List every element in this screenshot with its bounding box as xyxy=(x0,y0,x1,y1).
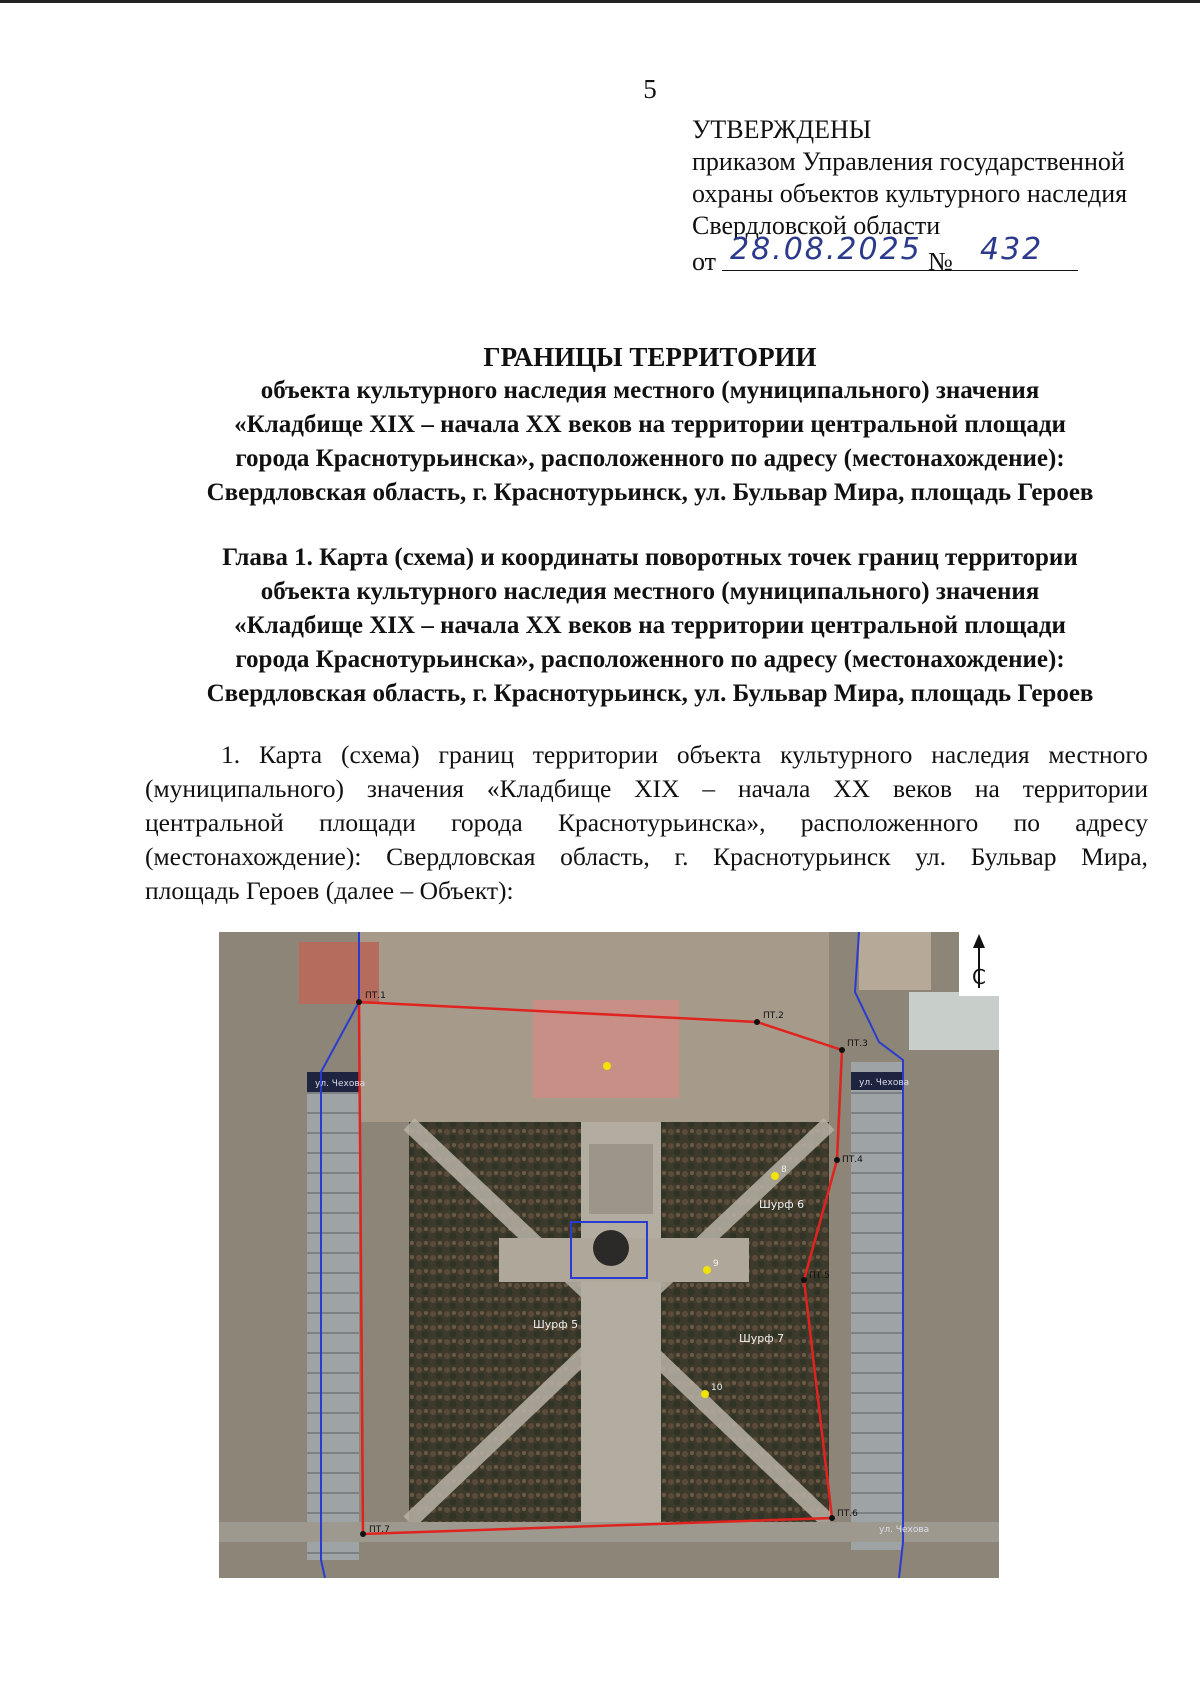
pit-label: Шурф 5 xyxy=(533,1318,579,1331)
paragraph-line-2 xyxy=(145,772,1148,806)
paragraph-word: на xyxy=(974,774,1000,803)
paragraph-word: Бульвар xyxy=(970,842,1057,871)
street-label: ул. Чехова xyxy=(879,1525,930,1535)
chapter-line-2: объекта культурного наследия местного (муниципального) значения xyxy=(260,578,1040,605)
approval-line-2: приказом Управления государственной xyxy=(692,147,1125,176)
paragraph-word: расположенного xyxy=(800,808,979,837)
paragraph-word: начала xyxy=(737,774,811,803)
paragraph-word: (местонахождение): xyxy=(145,842,362,871)
date-handwritten: 28.08.2025 xyxy=(730,232,922,267)
title-line-4: города Краснотурьинска», расположенного по адресу (местонахождение): xyxy=(235,445,1065,472)
left-long-building xyxy=(307,1072,359,1560)
title-line-5: Свердловская область, г. Краснотурьинск, ул. Бульвар Мира, площадь Героев xyxy=(206,479,1094,506)
point-label: ПТ.6 xyxy=(837,1509,858,1519)
from-label: от xyxy=(692,247,717,276)
document-title xyxy=(150,340,1150,510)
paragraph-word: Краснотурьинск xyxy=(713,842,891,871)
monument xyxy=(593,1230,629,1266)
paragraph-word: Карта xyxy=(258,740,323,769)
point-label: ПТ.5 xyxy=(809,1271,830,1281)
number-handwritten: 432 xyxy=(980,232,1044,267)
point-label: ПТ.1 xyxy=(365,991,386,1001)
paragraph-word: территории xyxy=(532,740,658,769)
street-label: ул. Чехова xyxy=(315,1079,366,1089)
paragraph-word: веков xyxy=(892,774,953,803)
chapter-line-4: города Краснотурьинска», расположенного по адресу (местонахождение): xyxy=(235,646,1065,673)
paragraph-word: ул. xyxy=(915,842,946,871)
paragraph-word: объекта xyxy=(676,740,762,769)
paragraph-word: г. xyxy=(674,842,689,871)
paragraph-word: – xyxy=(702,774,716,803)
approval-date-number-row xyxy=(692,232,1172,278)
paragraph-word: по xyxy=(1013,808,1040,837)
page-top-border xyxy=(0,0,1200,3)
paragraph-word: (схема) xyxy=(340,740,420,769)
paragraph-word: «Кладбище xyxy=(486,774,612,803)
approval-block xyxy=(692,114,1172,278)
title-line-1: ГРАНИЦЫ ТЕРРИТОРИИ xyxy=(483,342,817,372)
title-line-2: объекта культурного наследия местного (муниципального) значения xyxy=(260,377,1040,404)
pit-label: Шурф 7 xyxy=(739,1332,785,1345)
paragraph-word: Мира, xyxy=(1081,842,1148,871)
body-paragraph xyxy=(145,738,1148,908)
paragraph-word: (муниципального) xyxy=(145,774,344,803)
paragraph-word: 1. xyxy=(221,740,241,769)
paragraph-word: адресу xyxy=(1075,808,1148,837)
approval-line-1: УТВЕРЖДЕНЫ xyxy=(692,115,872,144)
paragraph-word: города xyxy=(451,808,523,837)
point-label: ПТ.4 xyxy=(842,1155,863,1165)
number-label: № xyxy=(928,247,953,276)
paragraph-word: территории xyxy=(1022,774,1148,803)
chapter-line-3: «Кладбище XIX – начала XX веков на территории центральной площади xyxy=(234,612,1066,639)
paragraph-word: значения xyxy=(366,774,465,803)
top-right-building xyxy=(859,932,931,990)
paragraph-word: культурного xyxy=(780,740,913,769)
title-line-3: «Кладбище XIX – начала XX веков на территории центральной площади xyxy=(234,411,1066,438)
paragraph-word: XIX xyxy=(634,774,680,803)
pit-label: Шурф 6 xyxy=(759,1198,805,1211)
paragraph-line-3 xyxy=(145,806,1148,840)
right-building-light xyxy=(909,992,999,1050)
point-label: ПТ.2 xyxy=(763,1011,784,1021)
paragraph-line-4 xyxy=(145,840,1148,874)
boundary-map xyxy=(219,932,999,1578)
chapter-line-1: Глава 1. Карта (схема) и координаты поворотных точек границ территории xyxy=(222,544,1078,571)
central-lawn xyxy=(589,1144,653,1214)
chapter-line-5: Свердловская область, г. Краснотурьинск, ул. Бульвар Мира, площадь Героев xyxy=(206,680,1094,707)
marker-label: 9 xyxy=(713,1259,719,1269)
paragraph-word: местного xyxy=(1048,740,1148,769)
approval-line-3: охраны объектов культурного наследия xyxy=(692,179,1128,208)
paragraph-word: границ xyxy=(438,740,514,769)
north-label: С xyxy=(972,965,986,989)
paragraph-word: XX xyxy=(833,774,871,803)
marker-label: 10 xyxy=(711,1383,723,1393)
paragraph-word: Свердловская xyxy=(386,842,536,871)
point-label: ПТ.7 xyxy=(369,1525,390,1535)
street-label: ул. Чехова xyxy=(859,1078,910,1088)
chapter-heading xyxy=(150,541,1150,711)
paragraph-line-1 xyxy=(145,738,1148,772)
point-label: ПТ.3 xyxy=(847,1039,868,1049)
right-long-building xyxy=(851,1062,903,1550)
marker-label: 8 xyxy=(781,1165,787,1175)
approval-line-4: Свердловской области xyxy=(692,211,941,240)
page-number: 5 xyxy=(643,74,657,104)
paragraph-word: Краснотурьинска», xyxy=(558,808,766,837)
paragraph-word: центральной xyxy=(145,808,284,837)
paragraph-word: область, xyxy=(560,842,650,871)
paragraph-word: наследия xyxy=(931,740,1030,769)
paragraph-line-5: площадь Героев (далее – Объект): xyxy=(145,876,514,905)
paragraph-word: площади xyxy=(319,808,416,837)
